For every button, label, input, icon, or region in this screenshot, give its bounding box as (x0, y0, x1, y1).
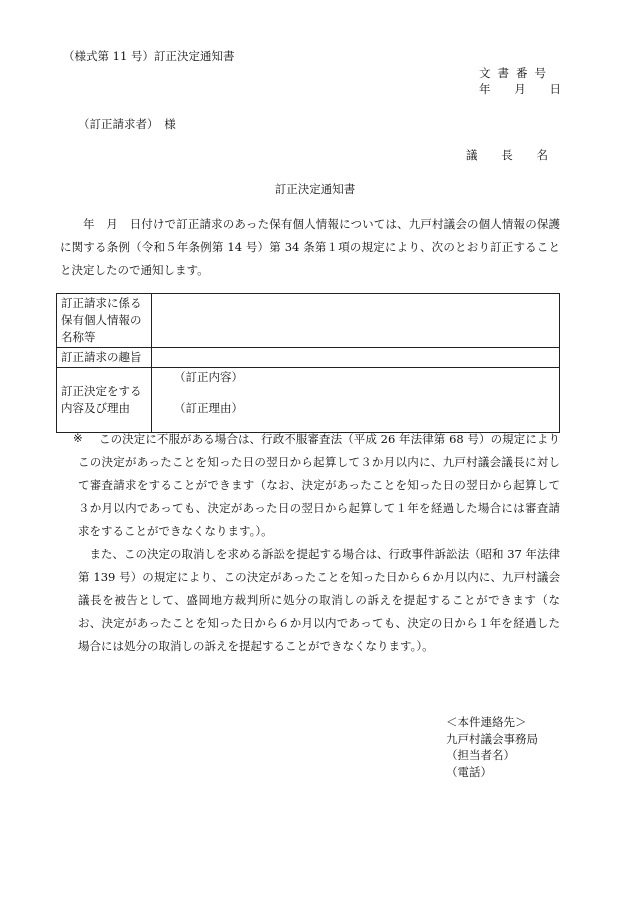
row-label-request-purpose: 訂正請求の趣旨 (57, 348, 152, 368)
recipient-line: （訂正請求者） 様 (78, 117, 176, 131)
note-paragraph-lawsuit: また、この決定の取消しを求める訴訟を提起する場合は、行政事件訴訟法（昭和 37 年法律第 139 号）の規定により、この決定があったことを知った日から６か月以内に、九戸村議会議長を被告として、盛岡地方裁判所に処分の取消しの訴えを提起することができます（なお、決定があったことを知った日から６か月以内であっても、決定の日から１年を経過した場合には処分の取消しの訴えを提起することができなくなります。）。 (78, 547, 560, 653)
chair-char-2: 長 (501, 148, 513, 162)
table-row (57, 368, 560, 433)
date-day-label: 日 (549, 82, 561, 96)
table-row (57, 348, 560, 368)
contact-person: （担当者名） (446, 748, 515, 762)
body-paragraph: 年 月 日付けで訂正請求のあった保有個人情報については、九戸村議会の個人情報の保護に関する条例（令和５年条例第 14 号）第 34 条第１項の規定により、次のとおり訂正することと決定したので通知します。 (60, 217, 560, 277)
row-value-decision (152, 368, 560, 433)
contact-heading: ＜本件連絡先＞ (446, 715, 527, 729)
row-label-decision: 訂正決定をする内容及び理由 (57, 368, 152, 433)
form-number: （様式第 11 号）訂正決定通知書 (63, 49, 235, 63)
contact-phone: （電話） (446, 764, 492, 779)
note-paragraph-appeal: この決定に不服がある場合は、行政不服審査法（平成 26 年法律第 68 号）の規定によりこの決定があったことを知った日の翌日から起算して３か月以内に、九戸村議会議長に対して審査請求をすることができます（なお、決定があったことを知った日の翌日から起算して３か月以内であっても、決定があった日の翌日から起算して１年を経過した場合には審査請求をすることができなくなります。）。 (78, 432, 560, 538)
contact-office: 九戸村議会事務局 (446, 731, 538, 746)
table-row (57, 294, 560, 348)
document-number-label: 文書番号 (479, 66, 553, 80)
note-mark: ※ (73, 431, 83, 445)
chair-char-1: 議 (466, 148, 478, 162)
chair-char-3: 名 (536, 148, 548, 162)
document-title: 訂正決定通知書 (274, 182, 356, 196)
correction-table (56, 293, 560, 433)
correction-reason-label: （訂正理由） (174, 401, 243, 415)
date-month-label: 月 (514, 82, 526, 96)
document-date (479, 81, 561, 97)
contact-block (446, 714, 538, 780)
date-year-label: 年 (479, 82, 491, 96)
row-label-subject-info: 訂正請求に係る保有個人情報の名称等 (57, 294, 152, 348)
row-value-request-purpose (152, 348, 560, 368)
correction-content-label: （訂正内容） (174, 370, 243, 384)
row-value-subject-info (152, 294, 560, 348)
sender-chair (466, 147, 548, 163)
